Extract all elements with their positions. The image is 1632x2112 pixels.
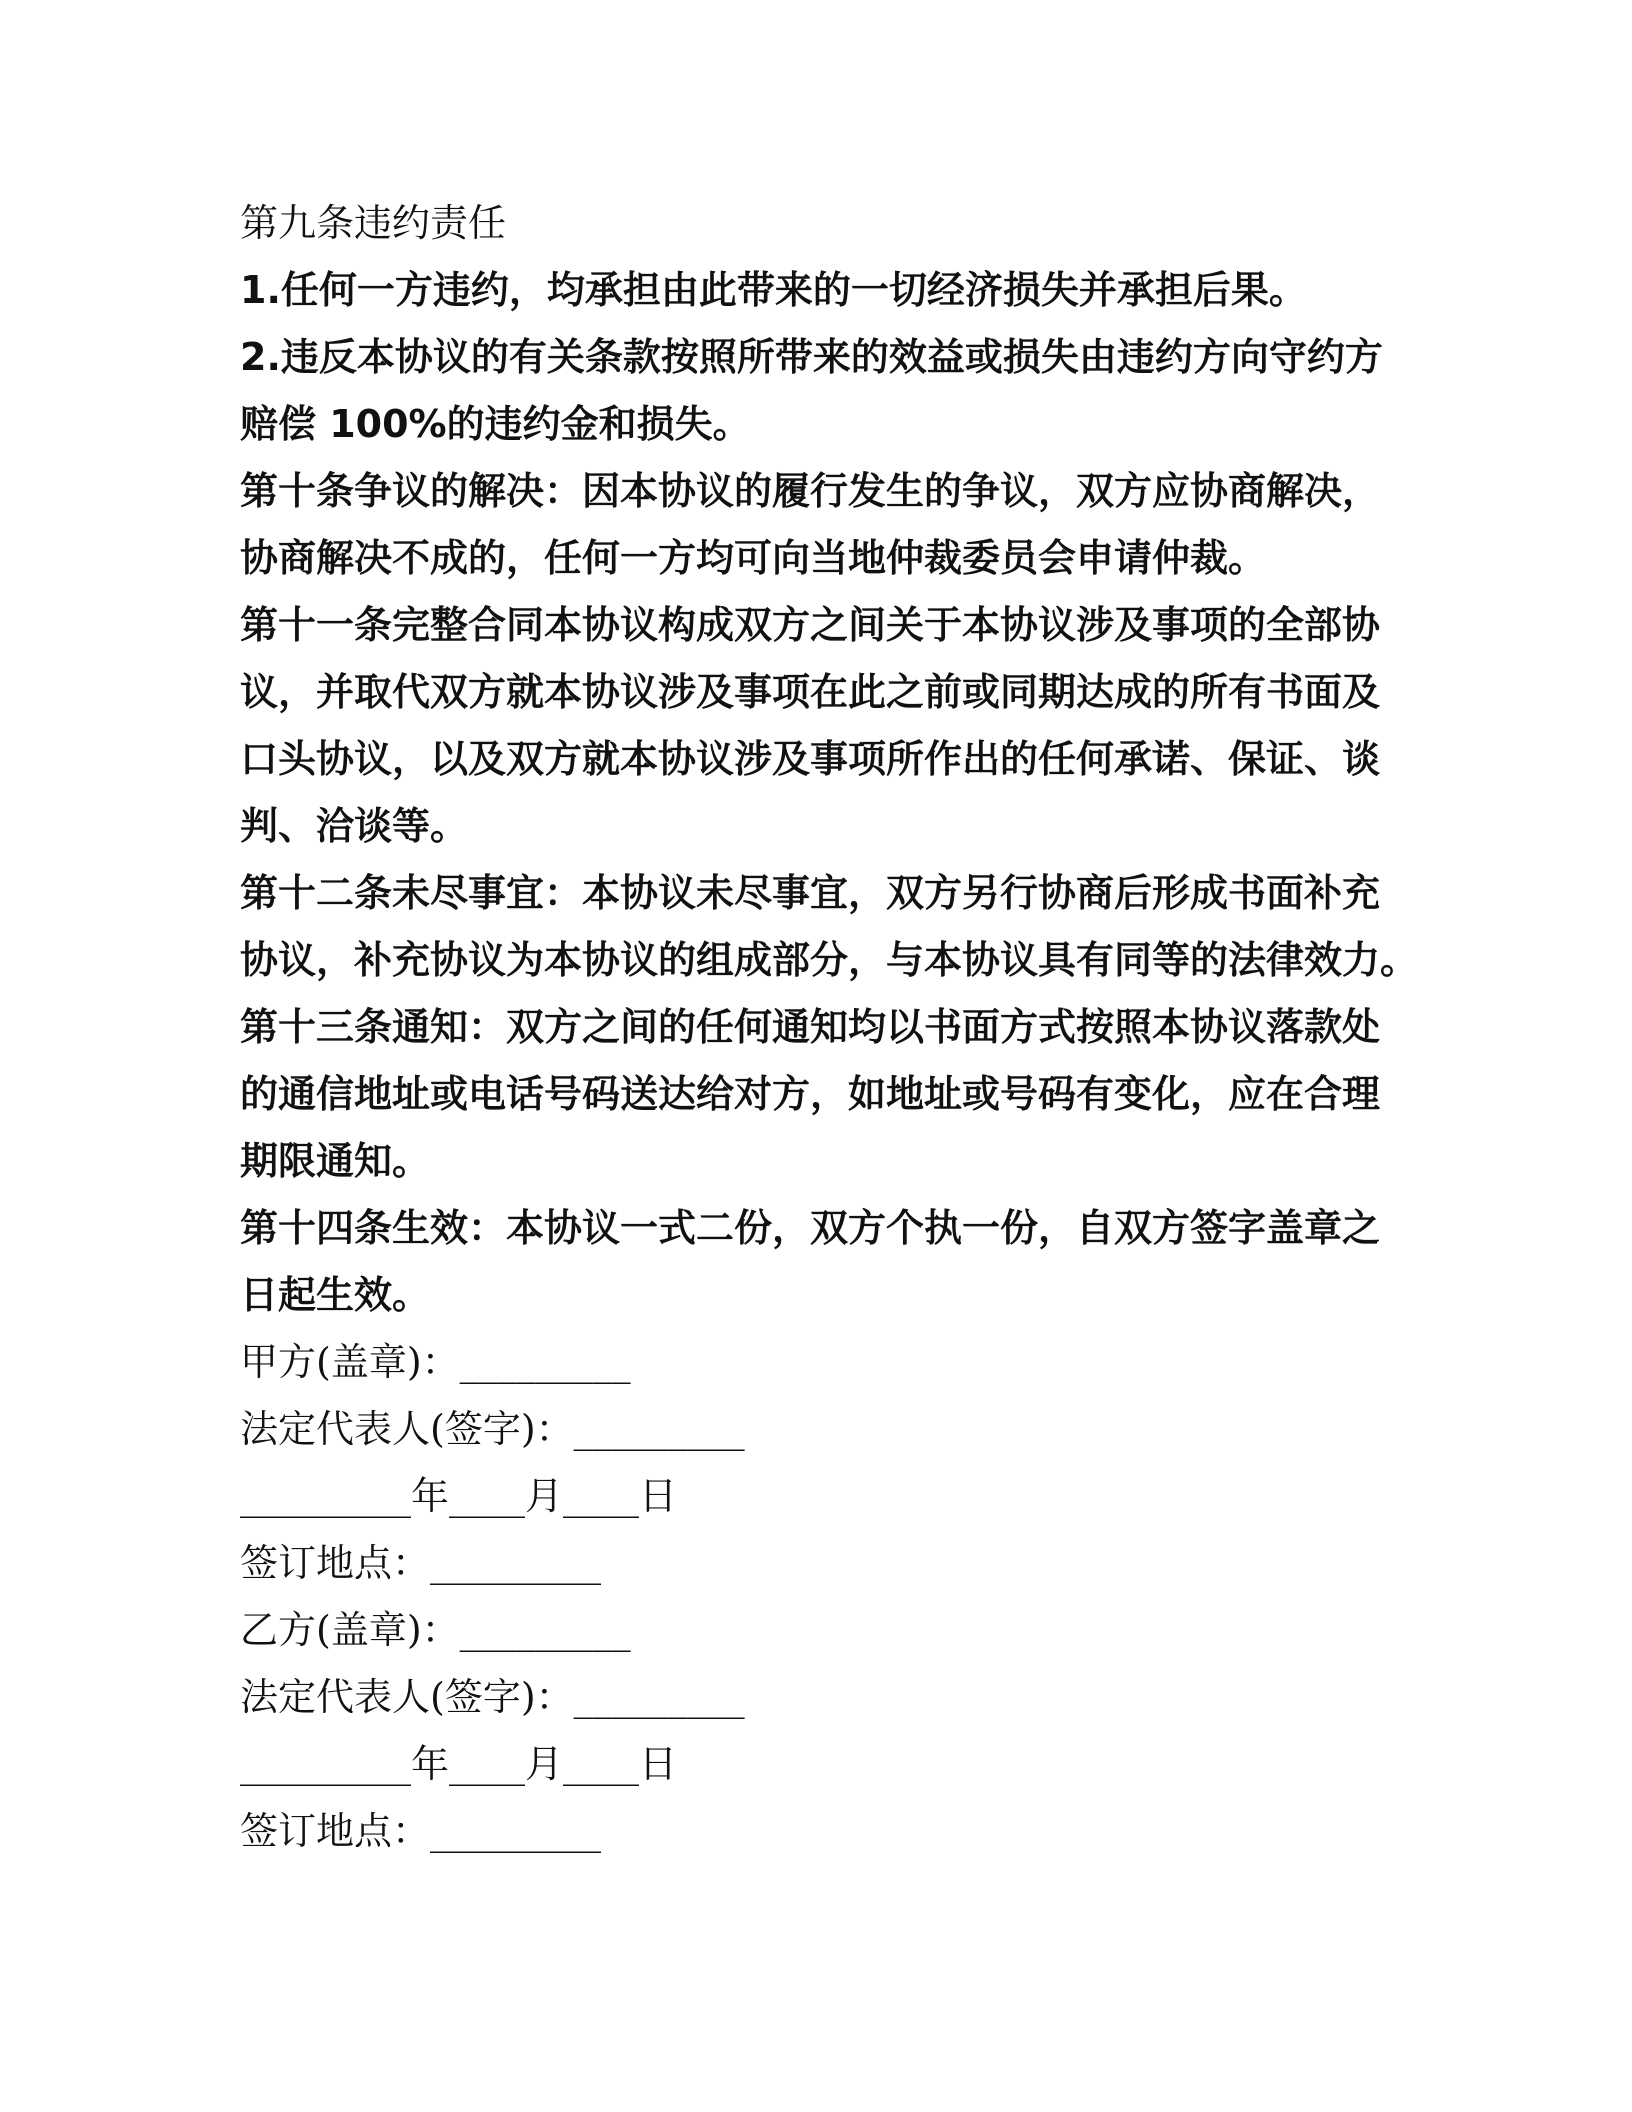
article-13-line-2: 的通信地址或电话号码送达给对方，如地址或号码有变化，应在合理 [240, 1072, 1381, 1116]
article-10-line-2: 协商解决不成的，任何一方均可向当地仲裁委员会申请仲裁。 [240, 536, 1267, 580]
article-11-line-4: 判、洽谈等。 [240, 804, 469, 848]
article-10-line-1: 第十条争议的解决：因本协议的履行发生的争议，双方应协商解决， [240, 469, 1381, 513]
article-11-line-2: 议，并取代双方就本协议涉及事项在此之前或同期达成的所有书面及 [240, 670, 1381, 714]
party-a-place-field: 签订地点：_________ [240, 1541, 602, 1585]
party-b-date-field: _________年____月____日 [240, 1742, 678, 1786]
article-13-line-3: 期限通知。 [240, 1139, 431, 1183]
party-b-representative-field: 法定代表人(签字)：_________ [240, 1675, 745, 1719]
party-a-date-field: _________年____月____日 [240, 1474, 678, 1518]
article-14-line-2: 日起生效。 [240, 1273, 431, 1317]
article-13-line-1: 第十三条通知：双方之间的任何通知均以书面方式按照本协议落款处 [240, 1005, 1381, 1049]
article-12-line-1: 第十二条未尽事宜：本协议未尽事宜，双方另行协商后形成书面补充 [240, 871, 1381, 915]
party-b-seal-field: 乙方(盖章)：_________ [240, 1608, 631, 1652]
article-11-line-1: 第十一条完整合同本协议构成双方之间关于本协议涉及事项的全部协 [240, 603, 1381, 647]
document-body [240, 190, 1419, 1865]
article-9-item-2-line-1: 2.违反本协议的有关条款按照所带来的效益或损失由违约方向守约方 [240, 335, 1383, 379]
article-9-item-1: 1.任何一方违约，均承担由此带来的一切经济损失并承担后果。 [240, 268, 1307, 312]
article-14-line-1: 第十四条生效：本协议一式二份，双方个执一份，自双方签字盖章之 [240, 1206, 1381, 1250]
article-9-heading: 第九条违约责任 [240, 201, 507, 245]
article-12-line-2: 协议，补充协议为本协议的组成部分，与本协议具有同等的法律效力。 [240, 938, 1419, 982]
article-9-item-2-line-2: 赔偿 100%的违约金和损失。 [240, 402, 751, 446]
party-a-seal-field: 甲方(盖章)：_________ [240, 1340, 631, 1384]
article-11-line-3: 口头协议，以及双方就本协议涉及事项所作出的任何承诺、保证、谈 [240, 737, 1381, 781]
party-b-place-field: 签订地点：_________ [240, 1809, 602, 1853]
party-a-representative-field: 法定代表人(签字)：_________ [240, 1407, 745, 1451]
